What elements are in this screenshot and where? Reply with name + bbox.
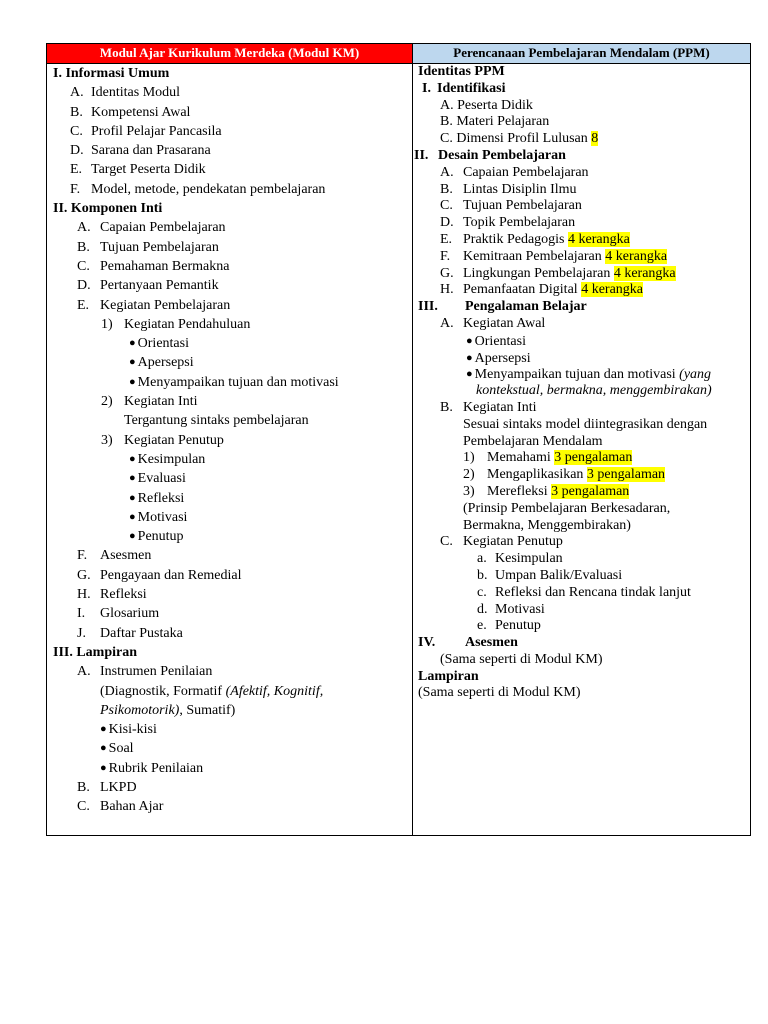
bullet-icon: ● [100,723,107,736]
header-modul-km: Modul Ajar Kurikulum Merdeka (Modul KM) [47,44,413,63]
note-text: (Sama seperti di Modul KM) [440,651,603,667]
sub-list-item: 2) Kegiatan Inti [101,394,198,410]
bullet-item: ● Kesimpulan [53,450,409,469]
sub-list-item: e. Penutup [477,618,541,634]
sub-list-item: a. Kesimpulan [477,551,563,567]
bullet-icon: ● [129,510,136,523]
section-heading: III. Lampiran [53,644,138,660]
list-item: H. Pemanfaatan Digital 4 kerangka [440,282,643,298]
note-text: Psikomotorik), Sumatif) [100,702,236,718]
bullet-icon: ● [129,472,136,485]
bullet-item: ● Soal [53,739,409,758]
highlight: 8 [591,131,599,147]
highlight: 3 pengalaman [586,467,666,483]
list-item: A. Capaian Pembelajaran [440,164,589,180]
bullet-icon: ● [100,742,107,755]
list-item: A. Kegiatan Awal [440,315,546,331]
note-text: Pembelajaran Mendalam [463,433,603,449]
note-text: Sesuai sintaks model diintegrasikan dengan [463,416,708,432]
list-item: C. Kegiatan Penutup [440,534,563,550]
list-item: A. Identitas Modul [70,85,181,101]
list-item: D. Topik Pembelajaran [440,215,576,231]
section-heading: I. Informasi Umum [53,66,170,81]
highlight: 4 kerangka [568,231,630,247]
section-heading: II. Komponen Inti [53,201,163,217]
bullet-item: ● Menyampaikan tujuan dan motivasi [53,373,409,392]
highlight: 4 kerangka [581,282,643,298]
bullet-icon: ● [129,452,136,465]
modul-km-column [53,64,409,817]
section-heading: II. Desain Pembelajaran [414,147,566,163]
comparison-table [46,43,751,836]
sub-list-item: 3) Kegiatan Penutup [101,432,224,448]
bullet-icon: ● [466,334,473,347]
list-item: B. Kegiatan Inti [440,399,537,415]
note-text: Bermakna, Menggembirakan) [463,517,631,533]
bullet-item: ● Evaluasi [53,469,409,488]
bullet-icon: ● [129,337,136,350]
highlight: 4 kerangka [613,265,676,281]
list-item: C. Tujuan Pembelajaran [440,198,582,214]
sub-list-item: b. Umpan Balik/Evaluasi [477,567,623,583]
bullet-item: ● Rubrik Penilaian [53,759,409,778]
list-item: G. Lingkungan Pembelajaran 4 kerangka [440,265,676,281]
column-divider [412,44,413,835]
list-item: E. Kegiatan Pembelajaran [77,297,231,313]
section-heading: Identitas PPM [418,64,505,79]
list-item: I. Glosarium [77,606,160,622]
bullet-icon: ● [129,530,136,543]
list-item: C. Bahan Ajar [77,799,164,815]
sub-list-item: c. Refleksi dan Rencana tindak lanjut [477,584,691,600]
highlight: 3 pengalaman [551,483,630,499]
bullet-icon: ● [466,351,473,364]
bullet-item: ● Motivasi [53,508,409,527]
bullet-item: ● Penutup [53,527,409,546]
note-text: (Diagnostik, Formatif (Afektif, Kognitif, [100,683,324,699]
bullet-item: ● Apersepsi [466,350,531,366]
sub-list-item: d. Motivasi [477,601,545,617]
bullet-icon: ● [100,761,107,774]
list-item: B. Kompetensi Awal [70,104,191,120]
list-item: E. Praktik Pedagogis 4 kerangka [440,231,630,247]
list-item: F. Model, metode, pendekatan pembelajaran [70,181,326,197]
list-item: A. Peserta Didik [440,97,533,113]
sub-list-item: 1) Kegiatan Pendahuluan [101,316,251,332]
list-item: C. Dimensi Profil Lulusan 8 [440,131,599,147]
ppm-column [414,64,748,702]
note-text: Tergantung sintaks pembelajaran [124,413,309,429]
note-text: kontekstual, bermakna, menggembirakan) [476,383,712,399]
list-item: B. Materi Pelajaran [440,114,550,130]
list-item: B. Lintas Disiplin Ilmu [440,181,577,197]
bullet-item: ● Refleksi [53,489,409,508]
list-item: B. LKPD [77,779,137,795]
section-heading: III. Pengalaman Belajar [418,299,587,315]
list-item: C. Profil Pelajar Pancasila [70,123,222,139]
list-item: B. Tujuan Pembelajaran [77,239,219,255]
note-text: (Sama seperti di Modul KM) [418,685,581,701]
section-heading: IV. Asesmen [418,635,518,651]
bullet-icon: ● [129,375,136,388]
list-item: E. Target Peserta Didik [70,162,206,178]
sub-list-item: 3) Merefleksi 3 pengalaman [463,483,630,499]
highlight: 3 pengalaman [554,450,633,466]
list-item: J. Daftar Pustaka [77,625,183,641]
list-item: A. Instrumen Penilaian [77,664,213,680]
bullet-item: ● Kisi-kisi [53,720,409,739]
list-item: A. Capaian Pembelajaran [77,220,226,236]
bullet-icon: ● [129,491,136,504]
bullet-item: ● Apersepsi [53,353,409,372]
list-item: H. Refleksi [77,587,147,603]
list-item: C. Pemahaman Bermakna [77,258,230,274]
bullet-icon: ● [466,368,473,381]
bullet-item: ● Orientasi [466,333,526,349]
section-heading: I. Identifikasi [422,80,506,96]
highlight: 4 kerangka [605,248,668,264]
sub-list-item: 2) Mengaplikasikan 3 pengalaman [463,467,666,483]
bullet-item: ● Orientasi [53,334,409,353]
header-ppm: Perencanaan Pembelajaran Mendalam (PPM) [413,44,750,63]
list-item: F. Asesmen [77,548,152,564]
list-item: G. Pengayaan dan Remedial [77,567,242,583]
section-heading: Lampiran [418,668,479,684]
sub-list-item: 1) Memahami 3 pengalaman [463,450,633,466]
list-item: D. Pertanyaan Pemantik [77,278,219,294]
list-item: D. Sarana dan Prasarana [70,143,211,159]
note-text: (Prinsip Pembelajaran Berkesadaran, [463,500,671,516]
bullet-item: ● Menyampaikan tujuan dan motivasi (yang [466,367,712,383]
list-item: F. Kemitraan Pembelajaran 4 kerangka [440,248,668,264]
bullet-icon: ● [129,356,136,369]
